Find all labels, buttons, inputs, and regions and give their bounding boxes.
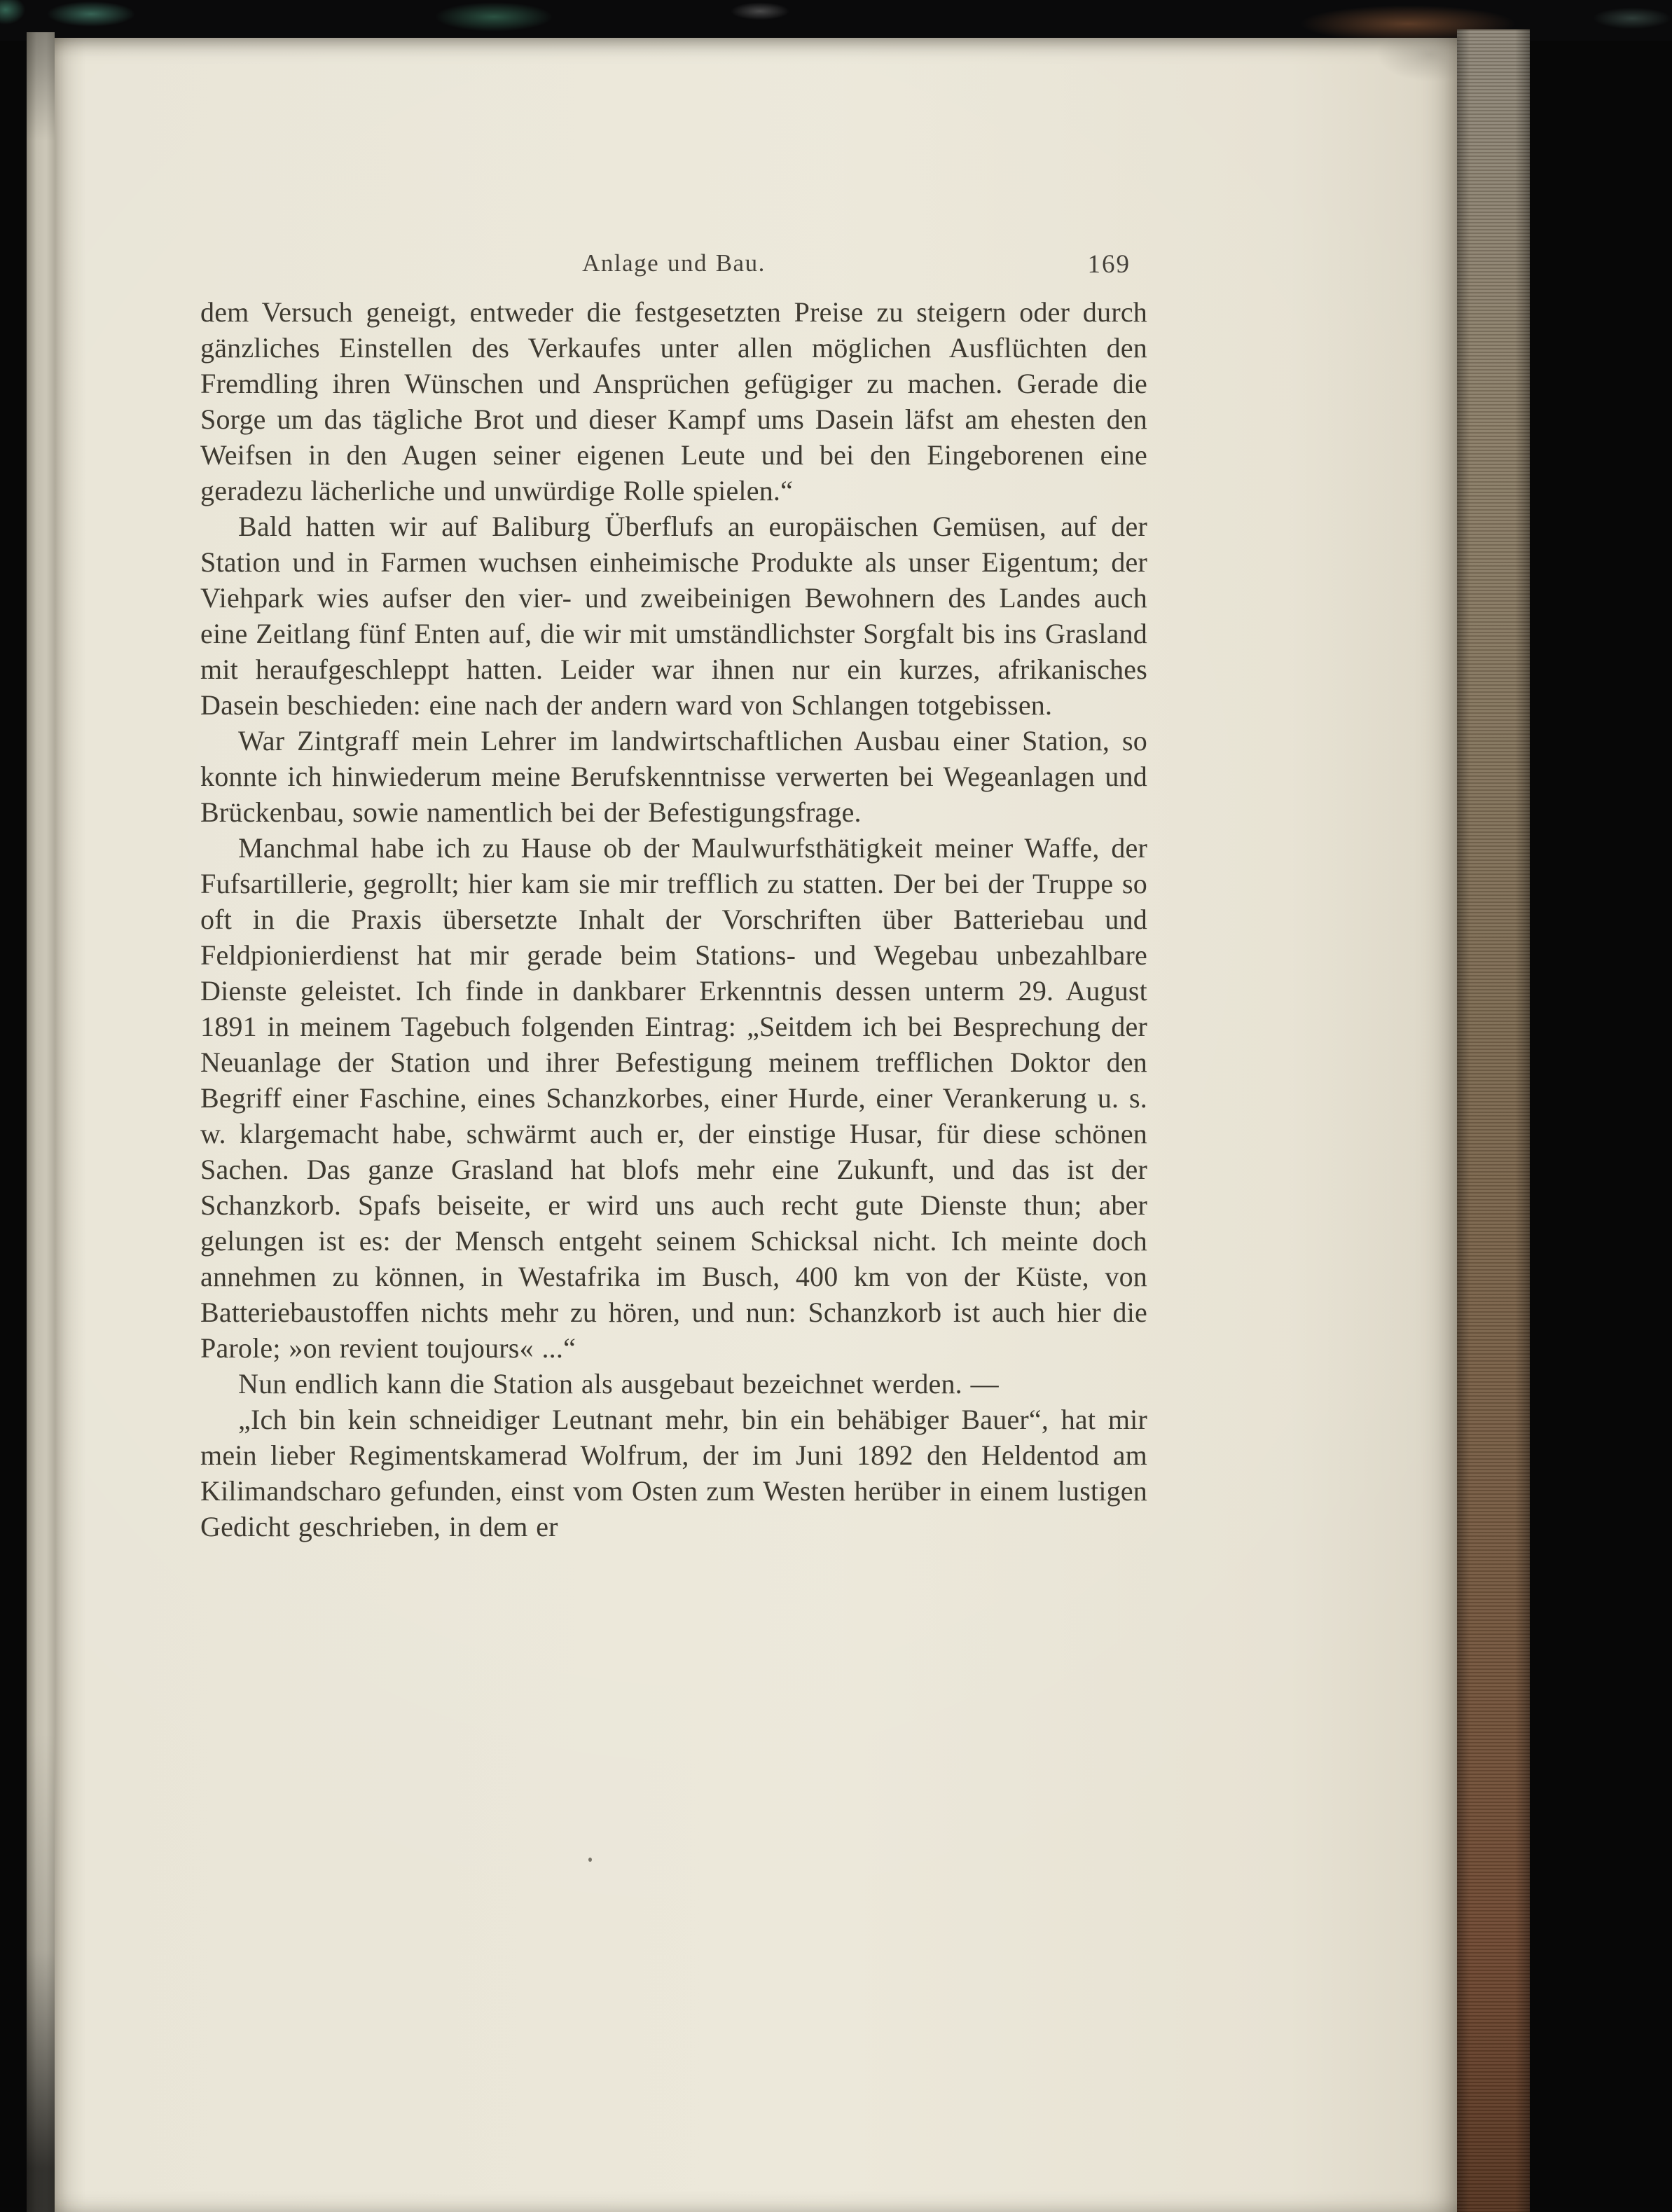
page-header [200,248,1147,279]
page-number: 169 [1087,250,1131,279]
left-page-edge [27,32,55,2212]
paragraph: Manchmal habe ich zu Hause ob der Maulwurfsthätigkeit meiner Waffe, der Fufsartillerie, gegrollt; hier kam sie mir trefflich zu statten. Der bei der Truppe so oft in die Praxis übersetzte Inhalt der Vorschriften über Batteriebau und Feldpionierdienst hat mir gerade beim Stations- und Wegebau unbezahlbare Dienste geleistet. Ich finde in dankbarer Erkenntnis dessen unterm 29. August 1891 in meinem Tagebuch folgenden Eintrag: „Seitdem ich bei Besprechung der Neuanlage der Station und ihrer Befestigung meinem trefflichen Doktor den Begriff einer Faschine, eines Schanzkorbes, einer Hurde, einer Verankerung u. s. w. klargemacht habe, schwärmt auch er, der einstige Husar, für diese schönen Sachen. Das ganze Grasland hat blofs mehr eine Zukunft, und das ist der Schanzkorb. Spafs beiseite, er wird uns auch recht gute Dienste thun; aber gelungen ist es: der Mensch entgeht seinem Schicksal nicht. Ich meinte doch annehmen zu können, in Westafrika im Busch, 400 km von der Küste, von Batteriebaustoffen nichts mehr zu hören, und nun: Schanzkorb ist auch hier die Parole; »on revient toujours« ...“ [200,832,1147,1364]
scanned-book-page [55,38,1457,2212]
page-stack-fore-edge [1457,29,1530,2212]
paragraph: Nun endlich kann die Station als ausgebaut bezeichnet werden. — [238,1368,999,1399]
ink-dot [588,1858,592,1862]
paragraph: Bald hatten wir auf Baliburg Überflufs an europäischen Gemüsen, auf der Station und in Farmen wuchsen einheimische Produkte als unser Eigentum; der Viehpark wies aufser den vier- und zweibeinigen Bewohnern des Landes auch eine Zeitlang fünf Enten auf, die wir mit umständlichster Sorgfalt bis ins Grasland mit heraufgeschleppt hatten. Leider war ihnen nur ein kurzes, afrikanisches Dasein beschieden: eine nach der andern ward von Schlangen totgebissen. [200,511,1147,721]
paragraph: „Ich bin kein schneidiger Leutnant mehr, bin ein behäbiger Bauer“, hat mir mein lieber Regimentskamerad Wolfrum, der im Juni 1892 den Heldentod am Kilimandscharo gefunden, einst vom Osten zum Westen herüber in einem lustigen Gedicht geschrieben, in dem er [200,1404,1147,1542]
page-corner-smudge [1352,38,1457,104]
paragraph: War Zintgraff mein Lehrer im landwirtschaftlichen Ausbau einer Station, so konnte ich hinwiederum meine Berufskenntnisse verwerten bei Wegeanlagen und Brückenbau, sowie namentlich bei der Befestigungsfrage. [200,725,1147,828]
paragraph: dem Versuch geneigt, entweder die festgesetzten Preise zu steigern oder durch gänzliches Einstellen des Verkaufes unter allen möglichen Ausflüchten den Fremdling ihren Wünschen und Ansprüchen gefügiger zu machen. Gerade die Sorge um das tägliche Brot und dieser Kampf ums Dasein läfst am ehesten den Weifsen in den Augen seiner eigenen Leute und bei den Eingeborenen eine geradezu lächerliche und unwürdige Rolle spielen.“ [200,296,1147,506]
running-title: Anlage und Bau. [582,249,766,277]
book-cover-top-edge [0,0,1672,41]
text-block [200,248,1147,1544]
